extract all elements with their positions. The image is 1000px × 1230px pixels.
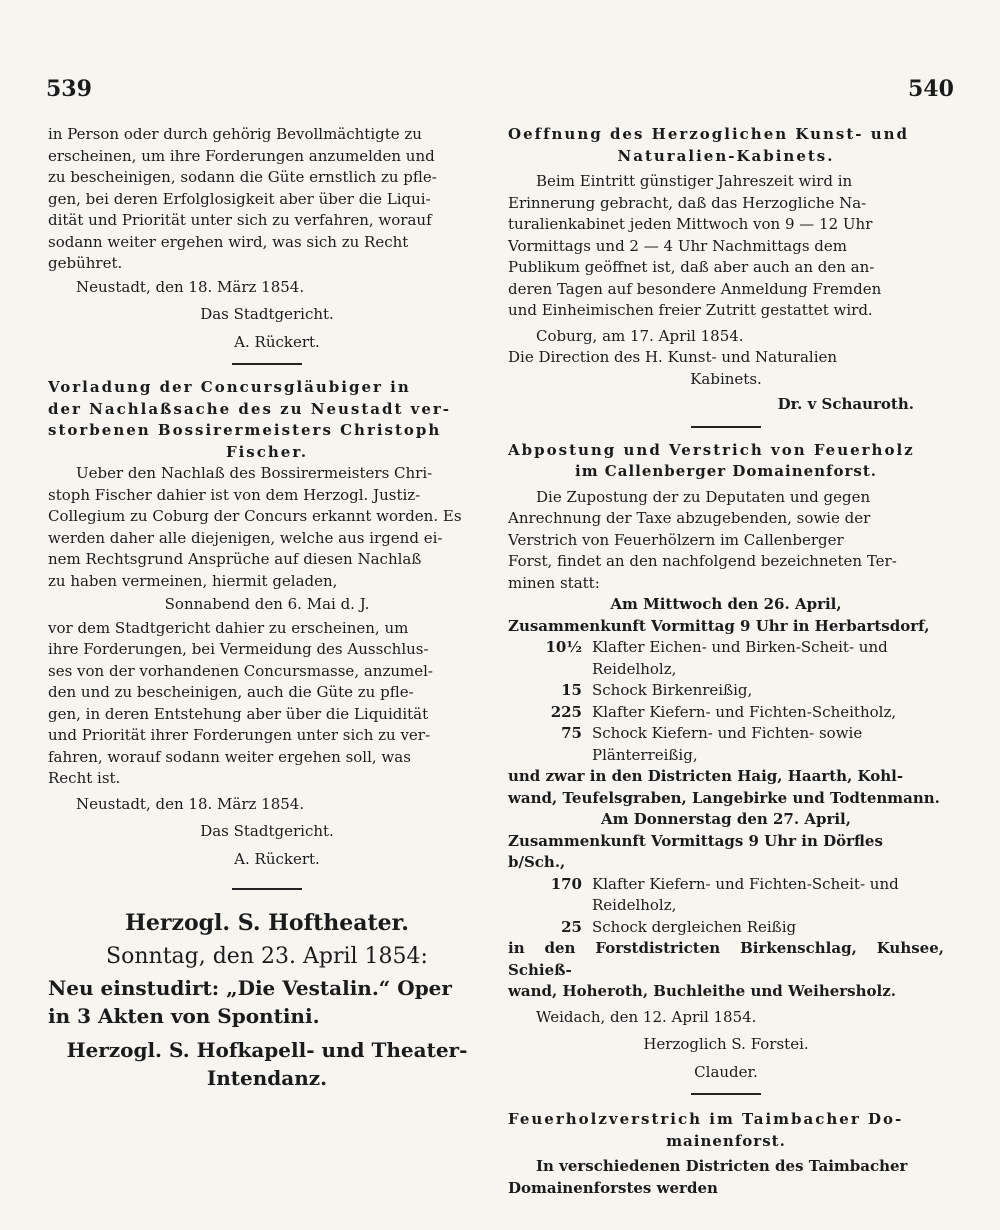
list-item bbox=[508, 917, 944, 939]
notice-body bbox=[48, 618, 486, 790]
notice-heading bbox=[508, 440, 944, 483]
heading-line: Abpostung und Verstrich von Feuerholz bbox=[508, 440, 915, 459]
text-line: Erinnerung gebracht, daß das Herzogliche Na- bbox=[508, 193, 867, 212]
text-line: Recht ist. bbox=[48, 769, 121, 787]
notice-date: Neustadt, den 18. März 1854. bbox=[76, 794, 305, 813]
notice-heading bbox=[48, 377, 486, 463]
list-item bbox=[508, 637, 944, 680]
notice-body bbox=[508, 487, 944, 595]
quantity: 225 bbox=[550, 702, 582, 721]
text-line: Ueber den Nachlaß des Bossirermeisters Chri- bbox=[76, 464, 433, 482]
text-line: Die Zupostung der zu Deputaten und gegen bbox=[536, 487, 871, 506]
text-line: Vormittags und 2 — 4 Uhr Nachmittags dem bbox=[508, 236, 847, 255]
text-line: den und zu bescheinigen, auch die Güte zu pfle- bbox=[48, 683, 414, 701]
heading-line: storbenen Bossirermeisters Christoph bbox=[48, 421, 442, 439]
text-line: und Einheimischen freier Zutritt gestattet wird. bbox=[508, 301, 873, 319]
office-signature: Herzoglich S. Forstei. bbox=[643, 1035, 809, 1053]
heading-line: Feuerholzverstrich im Taimbacher Do- bbox=[508, 1110, 904, 1128]
notice-date: Weidach, den 12. April 1854. bbox=[536, 1007, 757, 1026]
theater-intendanz: Herzogl. S. Hofkapell- und Theater- bbox=[66, 1038, 468, 1062]
left-column bbox=[48, 124, 486, 1092]
meeting-place: Zusammenkunft Vormittag 9 Uhr in Herbartsdorf, bbox=[508, 616, 930, 635]
heading-line: Oeffnung des Herzoglichen Kunst- und bbox=[508, 125, 910, 143]
signer-name: A. Rückert. bbox=[234, 332, 320, 351]
direction-signature: Kabinets. bbox=[690, 369, 762, 388]
quantity: 170 bbox=[550, 874, 582, 893]
text-line: in den Forstdistricten Birkenschlag, Kuhsee, Schieß- bbox=[508, 939, 944, 979]
text-line: ses von der vorhandenen Concursmasse, anzumel- bbox=[48, 661, 433, 680]
text-line: nem Rechtsgrund Ansprüche auf diesen Nachlaß bbox=[48, 550, 422, 568]
theater-opera: in 3 Akten von Spontini. bbox=[48, 1004, 320, 1028]
text-line: vor dem Stadtgericht dahier zu erscheinen, um bbox=[48, 618, 409, 637]
meeting-day: Am Mittwoch den 26. April, bbox=[610, 595, 842, 613]
text-line: wand, Hoheroth, Buchleithe und Weihersholz. bbox=[508, 982, 896, 1000]
list-item bbox=[508, 723, 944, 766]
item-text: Schock Kiefern- und Fichten- sowie Plänterreißig, bbox=[592, 724, 863, 764]
court-signature: Das Stadtgericht. bbox=[200, 822, 334, 840]
notice-body bbox=[508, 171, 944, 322]
quantity: 25 bbox=[561, 917, 582, 936]
notice-date: Neustadt, den 18. März 1854. bbox=[76, 277, 305, 296]
quantity: 15 bbox=[561, 681, 582, 699]
heading-line: Naturalien-Kabinets. bbox=[617, 146, 835, 165]
notice-intro bbox=[48, 124, 486, 275]
heading-line: der Nachlaßsache des zu Neustadt ver- bbox=[48, 399, 452, 418]
text-line: sodann weiter ergehen wird, was sich zu Recht bbox=[48, 232, 409, 251]
text-line: Beim Eintritt günstiger Jahreszeit wird in bbox=[536, 172, 853, 190]
text-line: gen, bei deren Erfolglosigkeit aber über die Liqui- bbox=[48, 189, 431, 208]
theater-notice bbox=[48, 906, 486, 1092]
wood-list bbox=[508, 874, 944, 939]
text-line: gebühret. bbox=[48, 254, 123, 272]
text-line: werden daher alle diejenigen, welche aus irgend ei- bbox=[48, 528, 443, 547]
item-text: Klafter Eichen- und Birken-Scheit- und Reidelholz, bbox=[592, 638, 888, 678]
notice-date: Coburg, am 17. April 1854. bbox=[536, 326, 744, 345]
theater-opera: Neu einstudirt: „Die Vestalin.“ Oper bbox=[48, 976, 452, 1000]
text-line: stoph Fischer dahier ist von dem Herzogl. Justiz- bbox=[48, 485, 421, 504]
signer-name: Clauder. bbox=[694, 1062, 758, 1081]
item-text: Schock dergleichen Reißig bbox=[592, 917, 797, 936]
section-divider bbox=[691, 1093, 761, 1095]
text-line: wand, Teufelsgraben, Langebirke und Todtenmann. bbox=[508, 788, 940, 807]
text-line: in Person oder durch gehörig Bevollmächtigte zu bbox=[48, 125, 422, 143]
signer-name: Dr. v Schauroth. bbox=[777, 395, 914, 413]
text-line: ihre Forderungen, bei Vermeidung des Ausschlus- bbox=[48, 640, 429, 658]
text-line: Forst, findet an den nachfolgend bezeichneten Ter- bbox=[508, 552, 897, 570]
item-text: Schock Birkenreißig, bbox=[592, 681, 753, 699]
notice-heading bbox=[508, 124, 944, 167]
text-line: Anrechnung der Taxe abzugebenden, sowie der bbox=[508, 509, 871, 527]
meeting-place: Zusammenkunft Vormittags 9 Uhr in Dörfles b/Sch., bbox=[508, 831, 883, 871]
text-line: zu bescheinigen, sodann die Güte ernstlich zu pfle- bbox=[48, 168, 437, 186]
wood-list bbox=[508, 637, 944, 766]
theater-date: Sonntag, den 23. April 1854: bbox=[106, 944, 428, 969]
text-line: minen statt: bbox=[508, 573, 600, 592]
text-line: und Priorität ihrer Forderungen unter sich zu ver- bbox=[48, 726, 431, 744]
theater-title: Herzogl. S. Hoftheater. bbox=[125, 910, 409, 936]
list-item bbox=[508, 874, 944, 917]
meeting-day: Am Donnerstag den 27. April, bbox=[601, 810, 851, 828]
page-number-left: 539 bbox=[46, 76, 92, 102]
item-text: Klafter Kiefern- und Fichten-Scheit- und Reidelholz, bbox=[592, 874, 899, 914]
text-line: und zwar in den Districten Haig, Haarth, Kohl- bbox=[508, 767, 904, 785]
list-item bbox=[508, 702, 944, 724]
text-line: erscheinen, um ihre Forderungen anzumelden und bbox=[48, 146, 435, 165]
court-signature: Das Stadtgericht. bbox=[200, 305, 334, 323]
quantity: 10½ bbox=[545, 638, 582, 656]
text-line: turalienkabinet jeden Mittwoch von 9 — 12 Uhr bbox=[508, 215, 873, 233]
quantity: 75 bbox=[561, 724, 582, 742]
section-divider bbox=[232, 888, 302, 890]
text-line: Publikum geöffnet ist, daß aber auch an den an- bbox=[508, 258, 875, 276]
text-line: deren Tagen auf besondere Anmeldung Fremden bbox=[508, 279, 882, 298]
text-line: In verschiedenen Districten des Taimbacher bbox=[536, 1157, 908, 1175]
text-line: Collegium zu Coburg der Concurs erkannt worden. Es bbox=[48, 507, 462, 525]
signer-name: A. Rückert. bbox=[234, 849, 320, 868]
text-line: Verstrich von Feuerhölzern im Callenberger bbox=[508, 530, 844, 549]
section-divider bbox=[232, 363, 302, 365]
text-line: dität und Priorität unter sich zu verfahren, worauf bbox=[48, 211, 432, 229]
right-column bbox=[508, 124, 944, 1199]
text-line: Domainenforstes werden bbox=[508, 1178, 718, 1197]
section-divider bbox=[691, 426, 761, 428]
notice-day: Sonnabend den 6. Mai d. J. bbox=[164, 595, 370, 613]
text-line: zu haben vermeinen, hiermit geladen, bbox=[48, 571, 338, 590]
text-line: fahren, worauf sodann weiter ergehen soll, was bbox=[48, 747, 411, 766]
heading-line: Fischer. bbox=[225, 442, 309, 461]
heading-line: Vorladung der Concursgläubiger in bbox=[48, 378, 411, 396]
theater-intendanz: Intendanz. bbox=[206, 1066, 328, 1090]
item-text: Klafter Kiefern- und Fichten-Scheitholz, bbox=[592, 702, 897, 721]
notice-body bbox=[48, 463, 486, 592]
notice-body bbox=[508, 1156, 944, 1199]
direction-signature: Die Direction des H. Kunst- und Naturalien bbox=[508, 348, 838, 366]
heading-line: mainenforst. bbox=[666, 1131, 786, 1150]
notice-heading bbox=[508, 1109, 944, 1152]
text-line: gen, in deren Entstehung aber über die Liquidität bbox=[48, 704, 429, 723]
heading-line: im Callenberger Domainenforst. bbox=[575, 462, 877, 480]
page-number-right: 540 bbox=[908, 76, 954, 102]
list-item bbox=[508, 680, 944, 702]
